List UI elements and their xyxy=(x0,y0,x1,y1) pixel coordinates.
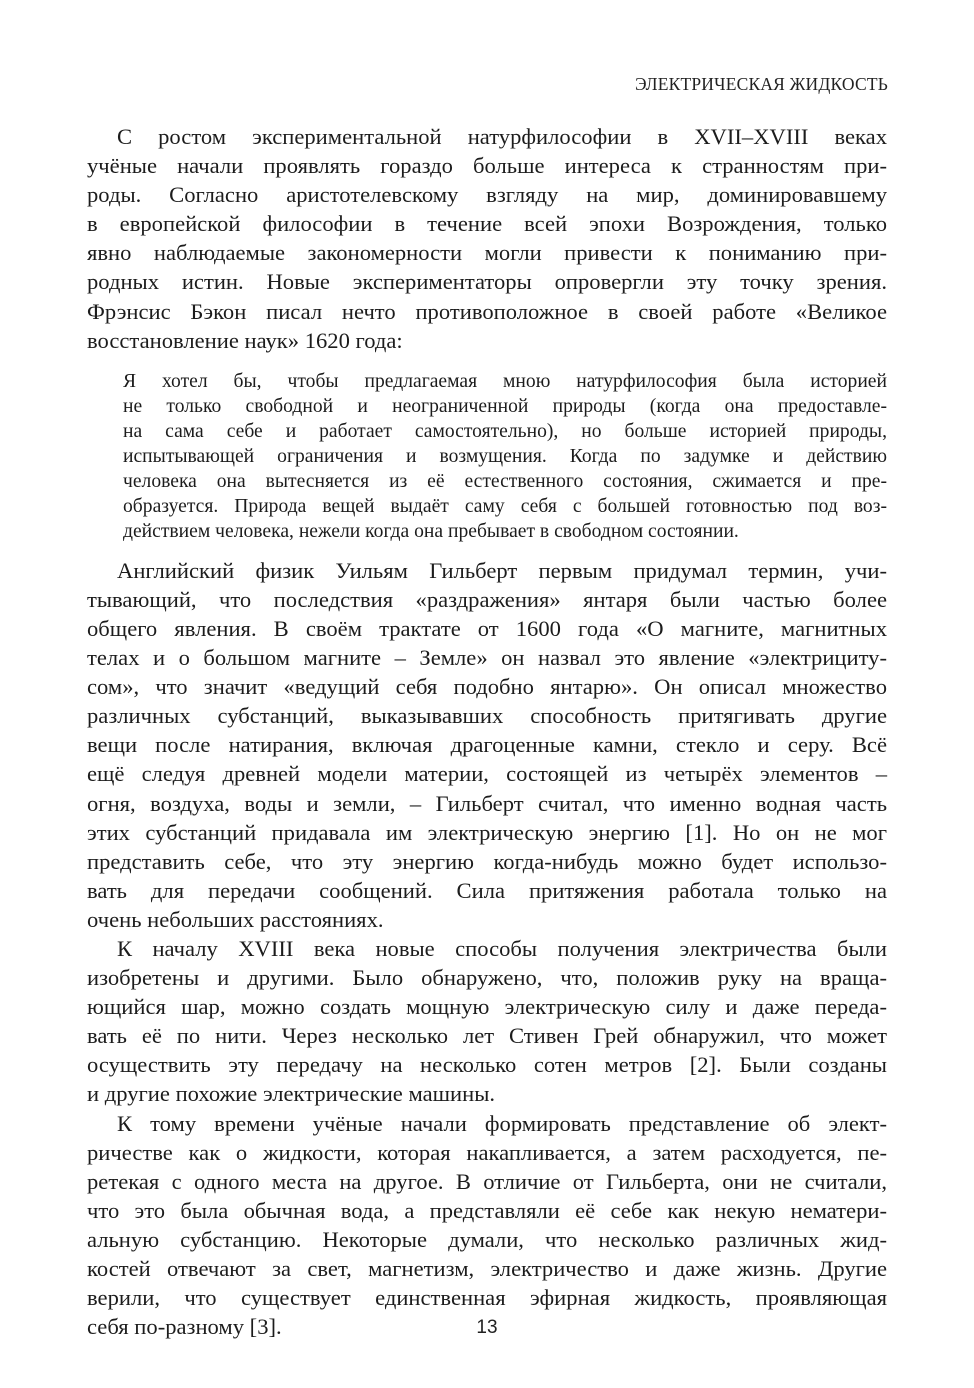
text-line: общего явления. В своём трактате от 1600 года «О магните, магнитных xyxy=(87,615,887,641)
text-line: что это была обычная вода, а представляли её себе как некую нематери- xyxy=(87,1197,887,1223)
text-line: альную субстанцию. Некоторые думали, что несколько различных жид- xyxy=(87,1226,887,1252)
text-line: действием человека, нежели когда она пребывает в свободном состоянии. xyxy=(123,520,739,542)
text-line: различных субстанций, выказывавших способность притягивать другие xyxy=(87,703,887,729)
paragraph-gilbert xyxy=(87,556,887,934)
text-line: изобретены и другими. Было обнаружено, что, положив руку на враща- xyxy=(87,965,887,991)
text-line: К тому времени учёные начали формировать представление об элект- xyxy=(117,1110,887,1136)
paragraph-eighteenth-century xyxy=(87,934,887,1109)
text-line: вать для передачи сообщений. Сила притяжения работала только на xyxy=(87,877,887,903)
running-head: ЭЛЕКТРИЧЕСКАЯ ЖИДКОСТЬ xyxy=(635,74,888,94)
page-number: 13 xyxy=(476,1317,498,1338)
text-line: ретекая с одного места на другое. В отличие от Гильберта, они не считали, xyxy=(87,1168,887,1194)
text-line: ричестве как о жидкости, которая накапливается, а затем расходуется, пе- xyxy=(87,1139,887,1165)
text-line: образуется. Природа вещей выдаёт саму себя с большей готовностью под воз- xyxy=(123,495,887,517)
text-line: вать её по нити. Через несколько лет Стивен Грей обнаружил, что может xyxy=(87,1023,887,1049)
text-line: в европейской философии в течение всей эпохи Возрождения, только xyxy=(87,211,887,237)
text-line: ещё следуя древней модели материи, состоящей из четырёх элементов – xyxy=(87,761,887,787)
text-line: человека она вытесняется из её естественного состояния, сжимается и пре- xyxy=(123,470,887,492)
block-quote-bacon xyxy=(123,369,887,544)
text-line: С ростом экспериментальной натурфилософии в XVII–XVIII веках xyxy=(117,124,887,149)
paragraph-intro xyxy=(87,122,887,355)
text-line: сом», что значит «ведущий себя подобно янтарю». Он описал множество xyxy=(87,674,887,700)
paragraph-electric-fluid xyxy=(87,1109,887,1342)
text-line: роды. Согласно аристотелевскому взгляду на мир, доминировавшему xyxy=(87,182,887,208)
text-line: верили, что существует единственная эфирная жидкость, проявляющая xyxy=(87,1285,887,1311)
text-line: Я хотел бы, чтобы предлагаемая мною натурфилософия была историей xyxy=(123,370,887,392)
text-line: на сама себе и работает самостоятельно), но больше историей природы, xyxy=(123,420,887,442)
body-text xyxy=(87,122,887,1341)
text-line: Английский физик Уильям Гильберт первым придумал термин, учи- xyxy=(117,557,887,583)
text-line: родных истин. Новые экспериментаторы опровергли эту точку зрения. xyxy=(87,269,887,295)
text-line: представить себе, что эту энергию когда-нибудь можно будет использо- xyxy=(87,848,887,874)
text-line: ющийся шар, можно создать мощную электрическую силу и даже переда- xyxy=(87,994,887,1020)
text-line: очень небольших расстояниях. xyxy=(87,906,384,932)
text-line: учёные начали проявлять гораздо больше интереса к странностям при- xyxy=(87,153,887,179)
text-line: тывающий, что последствия «раздражения» янтаря были частью более xyxy=(87,586,887,612)
text-line: испытывающей ограничения и возмущения. Когда по задумке и действию xyxy=(123,445,887,467)
text-line: осуществить эту передачу на несколько сотен метров [2]. Были созданы xyxy=(87,1052,887,1078)
text-line: восстановление наук» 1620 года: xyxy=(87,327,403,353)
text-line: не только свободной и неограниченной природы (когда она предоставле- xyxy=(123,395,887,417)
text-line: телах и о большом магните – Земле» он назвал это явление «электрициту- xyxy=(87,645,887,671)
text-line: явно наблюдаемые закономерности могли привести к пониманию при- xyxy=(87,240,887,266)
text-line: и другие похожие электрические машины. xyxy=(87,1081,496,1107)
text-line: огня, воздуха, воды и земли, – Гильберт считал, что именно водная часть xyxy=(87,790,887,816)
text-line: себя по-разному [3]. xyxy=(87,1314,282,1340)
text-line: К началу XVIII века новые способы получения электричества были xyxy=(117,935,887,961)
text-line: этих субстанций придавала им электрическую энергию [1]. Но он не мог xyxy=(87,819,887,845)
text-line: вещи после натирания, включая драгоценные камни, стекло и серу. Всё xyxy=(87,732,887,758)
text-line: костей отвечают за свет, магнетизм, электричество и даже жизнь. Другие xyxy=(87,1256,887,1281)
text-line: Фрэнсис Бэкон писал нечто противоположное в своей работе «Великое xyxy=(87,298,887,324)
